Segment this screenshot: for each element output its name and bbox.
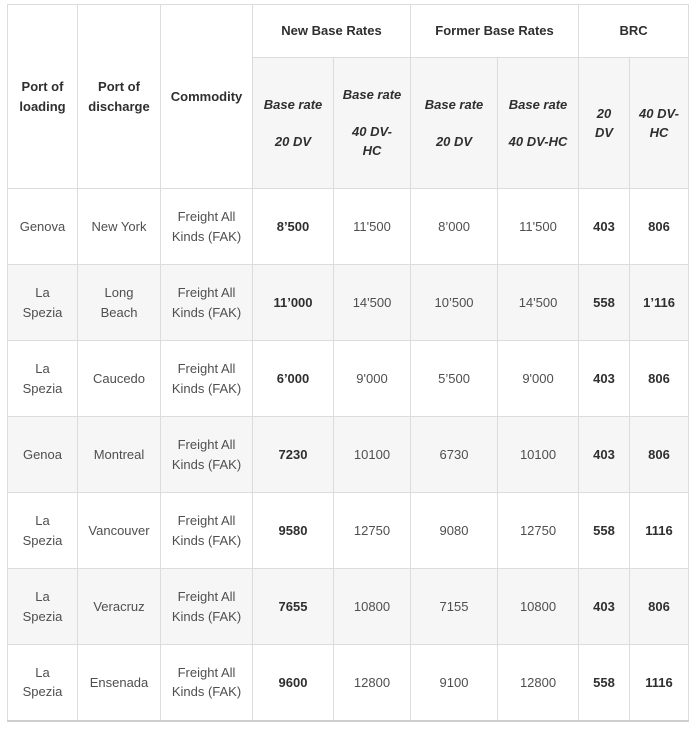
sub-header-line: 40 DV-HC <box>508 133 568 149</box>
cell-port-of-discharge: Ensenada <box>78 645 161 721</box>
sub-header-new-base-rate-40dvhc <box>334 58 411 189</box>
cell-port-of-discharge: New York <box>78 189 161 265</box>
cell-brc-20dv: 403 <box>579 341 630 417</box>
cell-new-base-rate-40dvhc: 11'500 <box>334 189 411 265</box>
sub-header-line: 20 DV <box>274 133 312 149</box>
cell-port-of-loading: La Spezia <box>8 645 78 721</box>
column-header-port-of-discharge: Port of discharge <box>78 5 161 189</box>
cell-commodity: Freight All Kinds (FAK) <box>161 341 253 417</box>
cell-new-base-rate-40dvhc: 12800 <box>334 645 411 721</box>
cell-former-base-rate-40dvhc: 9'000 <box>498 341 579 417</box>
cell-former-base-rate-40dvhc: 11'500 <box>498 189 579 265</box>
cell-commodity: Freight All Kinds (FAK) <box>161 417 253 493</box>
cell-brc-40dvhc: 806 <box>630 569 689 645</box>
cell-port-of-loading: La Spezia <box>8 493 78 569</box>
cell-former-base-rate-40dvhc: 14'500 <box>498 265 579 341</box>
cell-brc-20dv: 403 <box>579 417 630 493</box>
cell-brc-40dvhc: 806 <box>630 341 689 417</box>
group-header-new-base-rates: New Base Rates <box>253 5 411 58</box>
cell-brc-20dv: 403 <box>579 189 630 265</box>
cell-former-base-rate-20dv: 9080 <box>411 493 498 569</box>
cell-former-base-rate-40dvhc: 10800 <box>498 569 579 645</box>
cell-port-of-discharge: Montreal <box>78 417 161 493</box>
table-row <box>8 493 689 569</box>
cell-former-base-rate-20dv: 8’000 <box>411 189 498 265</box>
sub-header-line: 40 DV-HC <box>639 105 679 140</box>
cell-new-base-rate-40dvhc: 9'000 <box>334 341 411 417</box>
table-row <box>8 341 689 417</box>
sub-header-brc-40dvhc <box>630 58 689 189</box>
sub-header-new-base-rate-20dv <box>253 58 334 189</box>
rates-table <box>7 4 689 722</box>
cell-new-base-rate-40dvhc: 14'500 <box>334 265 411 341</box>
group-header-brc: BRC <box>579 5 689 58</box>
cell-commodity: Freight All Kinds (FAK) <box>161 645 253 721</box>
table-header <box>8 5 689 189</box>
cell-brc-40dvhc: 1116 <box>630 493 689 569</box>
table-row <box>8 189 689 265</box>
sub-header-former-base-rate-40dvhc <box>498 58 579 189</box>
cell-port-of-loading: Genoa <box>8 417 78 493</box>
table-row <box>8 645 689 721</box>
cell-commodity: Freight All Kinds (FAK) <box>161 189 253 265</box>
cell-former-base-rate-40dvhc: 10100 <box>498 417 579 493</box>
cell-former-base-rate-20dv: 5’500 <box>411 341 498 417</box>
cell-brc-40dvhc: 806 <box>630 189 689 265</box>
cell-brc-20dv: 558 <box>579 265 630 341</box>
cell-new-base-rate-20dv: 6’000 <box>253 341 334 417</box>
cell-commodity: Freight All Kinds (FAK) <box>161 493 253 569</box>
table-row <box>8 265 689 341</box>
sub-header-line: Base rate <box>508 97 568 112</box>
table-row <box>8 569 689 645</box>
cell-former-base-rate-20dv: 9100 <box>411 645 498 721</box>
cell-new-base-rate-40dvhc: 10800 <box>334 569 411 645</box>
cell-brc-40dvhc: 806 <box>630 417 689 493</box>
cell-new-base-rate-20dv: 9600 <box>253 645 334 721</box>
cell-commodity: Freight All Kinds (FAK) <box>161 569 253 645</box>
cell-new-base-rate-20dv: 8’500 <box>253 189 334 265</box>
column-header-commodity: Commodity <box>161 5 253 189</box>
sub-header-brc-20dv <box>579 58 630 189</box>
sub-header-line: 40 DV-HC <box>352 123 392 159</box>
cell-new-base-rate-20dv: 11’000 <box>253 265 334 341</box>
sub-header-former-base-rate-20dv <box>411 58 498 189</box>
cell-port-of-discharge: Caucedo <box>78 341 161 417</box>
cell-new-base-rate-40dvhc: 10100 <box>334 417 411 493</box>
cell-port-of-loading: Genova <box>8 189 78 265</box>
cell-new-base-rate-20dv: 7230 <box>253 417 334 493</box>
cell-former-base-rate-20dv: 6730 <box>411 417 498 493</box>
cell-port-of-discharge: Vancouver <box>78 493 161 569</box>
cell-former-base-rate-40dvhc: 12800 <box>498 645 579 721</box>
cell-brc-40dvhc: 1’116 <box>630 265 689 341</box>
cell-port-of-discharge: Veracruz <box>78 569 161 645</box>
cell-commodity: Freight All Kinds (FAK) <box>161 265 253 341</box>
cell-former-base-rate-20dv: 7155 <box>411 569 498 645</box>
cell-brc-40dvhc: 1116 <box>630 645 689 721</box>
sub-header-line: Base rate <box>424 97 484 112</box>
cell-port-of-loading: La Spezia <box>8 569 78 645</box>
cell-new-base-rate-20dv: 9580 <box>253 493 334 569</box>
cell-former-base-rate-40dvhc: 12750 <box>498 493 579 569</box>
sub-header-line: 20 DV <box>594 105 614 140</box>
table-row <box>8 417 689 493</box>
cell-port-of-loading: La Spezia <box>8 265 78 341</box>
cell-new-base-rate-40dvhc: 12750 <box>334 493 411 569</box>
cell-brc-20dv: 403 <box>579 569 630 645</box>
cell-port-of-discharge: Long Beach <box>78 265 161 341</box>
cell-former-base-rate-20dv: 10’500 <box>411 265 498 341</box>
group-header-row <box>8 5 689 58</box>
sub-header-line: 20 DV <box>435 133 473 149</box>
cell-new-base-rate-20dv: 7655 <box>253 569 334 645</box>
cell-brc-20dv: 558 <box>579 493 630 569</box>
cell-port-of-loading: La Spezia <box>8 341 78 417</box>
column-header-port-of-loading: Port of loading <box>8 5 78 189</box>
table-body <box>8 189 689 721</box>
cell-brc-20dv: 558 <box>579 645 630 721</box>
sub-header-line: Base rate <box>342 87 402 103</box>
group-header-former-base-rates: Former Base Rates <box>411 5 579 58</box>
sub-header-line: Base rate <box>263 97 323 112</box>
